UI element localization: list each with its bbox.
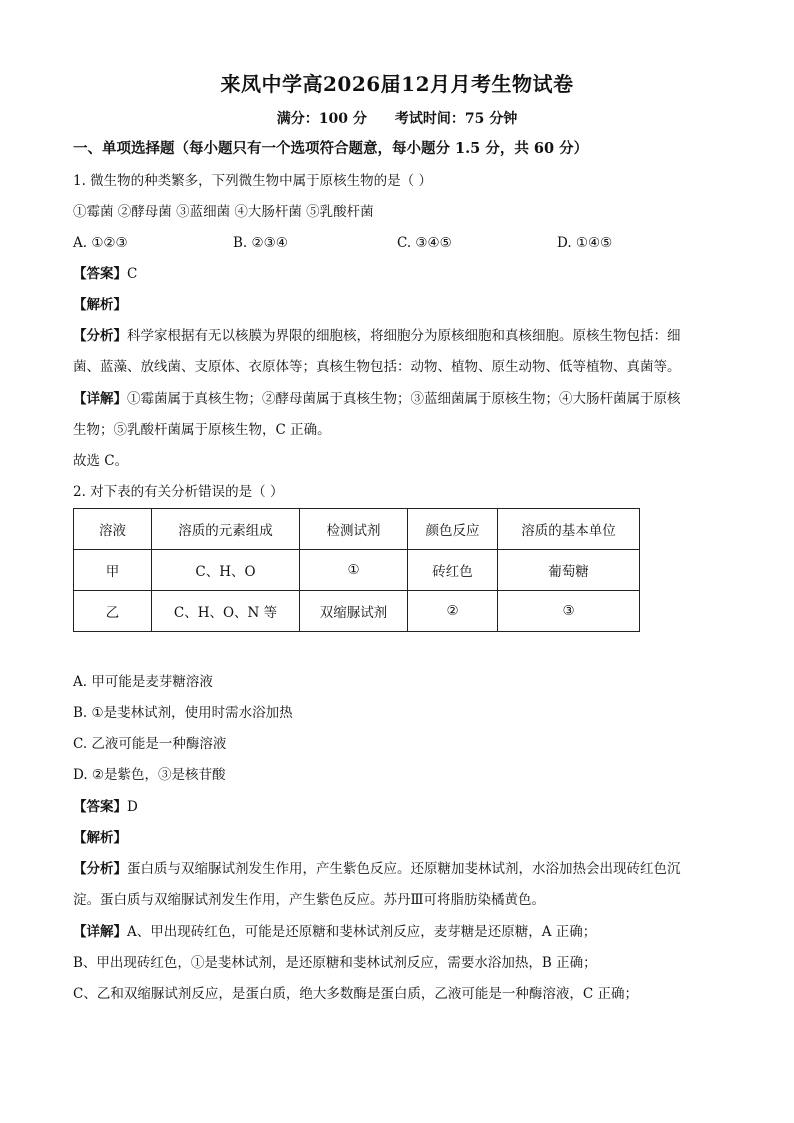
xiangjie-tag: 【详解】: [73, 924, 127, 940]
table-header-row: [74, 509, 640, 550]
table-header-cell: 溶液: [74, 509, 152, 550]
page-title: 来凤中学高2026届12月月考生物试卷: [220, 72, 574, 96]
q1-analysis-tag: 【解析】: [73, 297, 127, 313]
q1-stem: 1. 微生物的种类繁多，下列微生物中属于原核生物的是（ ）: [73, 173, 432, 189]
table-cell: ②: [408, 591, 498, 632]
full-score: 满分：100 分: [276, 111, 367, 127]
table-header-cell: 溶质的元素组成: [152, 509, 300, 550]
q2-xiangjie-c: C、乙和双缩脲试剂反应，是蛋白质，绝大多数酶是蛋白质，乙液可能是一种酶溶液，C 正确；: [73, 986, 638, 1002]
q2-option-d: D. ②是紫色，③是核苷酸: [73, 767, 226, 783]
table-cell: ③: [498, 591, 640, 632]
q1-fenxi-cont: 菌、蓝藻、放线菌、支原体、衣原体等；真核生物包括：动物、植物、原生动物、低等植物、真菌等。: [73, 359, 681, 375]
answer-tag: 【答案】: [73, 799, 127, 815]
fenxi-tag: 【分析】: [73, 861, 127, 877]
q2-stem: 2. 对下表的有关分析错误的是（ ）: [73, 484, 284, 500]
q1-xiangjie-cont: 生物；⑤乳酸杆菌属于原核生物，C 正确。: [73, 422, 331, 438]
table-cell: C、H、O: [152, 550, 300, 591]
exam-time: 考试时间：75 分钟: [394, 111, 518, 127]
q2-option-a: A. 甲可能是麦芽糖溶液: [73, 674, 213, 690]
table-header-cell: 溶质的基本单位: [498, 509, 640, 550]
table-cell: 双缩脲试剂: [300, 591, 408, 632]
table-cell: 乙: [74, 591, 152, 632]
exam-info: [0, 108, 794, 128]
q2-analysis-tag: 【解析】: [73, 830, 127, 846]
answer-value: D: [127, 799, 138, 815]
q1-fenxi: 【分析】科学家根据有无以核膜为界限的细胞核，将细胞分为原核细胞和真核细胞。原核生物包括：细: [73, 328, 681, 344]
q1-option-b: B. ②③④: [233, 235, 288, 251]
answer-tag: 【答案】: [73, 266, 127, 282]
q2-option-c: C. 乙液可能是一种酶溶液: [73, 736, 227, 752]
table-row: [74, 591, 640, 632]
q2-answer: [73, 797, 733, 817]
q2-fenxi-cont: 淀。蛋白质与双缩脲试剂发生作用，产生紫色反应。苏丹Ⅲ可将脂肪染橘黄色。: [73, 892, 546, 908]
table-header-cell: 颜色反应: [408, 509, 498, 550]
xiangjie-tag: 【详解】: [73, 391, 127, 407]
table-cell: C、H、O、N 等: [152, 591, 300, 632]
q1-xiangjie: 【详解】①霉菌属于真核生物；②酵母菌属于真核生物；③蓝细菌属于原核生物；④大肠杆菌属于原核: [73, 391, 681, 407]
table-row: [74, 550, 640, 591]
q2-xiangjie: 【详解】A、甲出现砖红色，可能是还原糖和斐林试剂反应，麦芽糖是还原糖，A 正确；: [73, 924, 597, 940]
table-cell: 葡萄糖: [498, 550, 640, 591]
q1-option-a: A. ①②③: [73, 235, 128, 251]
q1-conclusion: 故选 C。: [73, 453, 129, 469]
table-header-cell: 检测试剂: [300, 509, 408, 550]
q1-option-d: D. ①④⑤: [557, 235, 613, 251]
table-cell: ①: [300, 550, 408, 591]
section-heading: 一、单项选择题（每小题只有一个选项符合题意，每小题分 1.5 分，共 60 分）: [73, 140, 589, 157]
q1-answer: [73, 264, 733, 284]
q1-option-c: C. ③④⑤: [397, 235, 452, 251]
q2-xiangjie-b: B、甲出现砖红色，①是斐林试剂，是还原糖和斐林试剂反应，需要水浴加热，B 正确；: [73, 955, 597, 971]
q2-table: [73, 508, 640, 632]
table-cell: 甲: [74, 550, 152, 591]
fenxi-tag: 【分析】: [73, 328, 127, 344]
answer-value: C: [127, 266, 138, 282]
table-cell: 砖红色: [408, 550, 498, 591]
q1-items: ①霉菌 ②酵母菌 ③蓝细菌 ④大肠杆菌 ⑤乳酸杆菌: [73, 204, 374, 220]
q2-fenxi: 【分析】蛋白质与双缩脲试剂发生作用，产生紫色反应。还原糖加斐林试剂，水浴加热会出现砖红色沉: [73, 861, 681, 877]
q2-option-b: B. ①是斐林试剂，使用时需水浴加热: [73, 705, 293, 721]
